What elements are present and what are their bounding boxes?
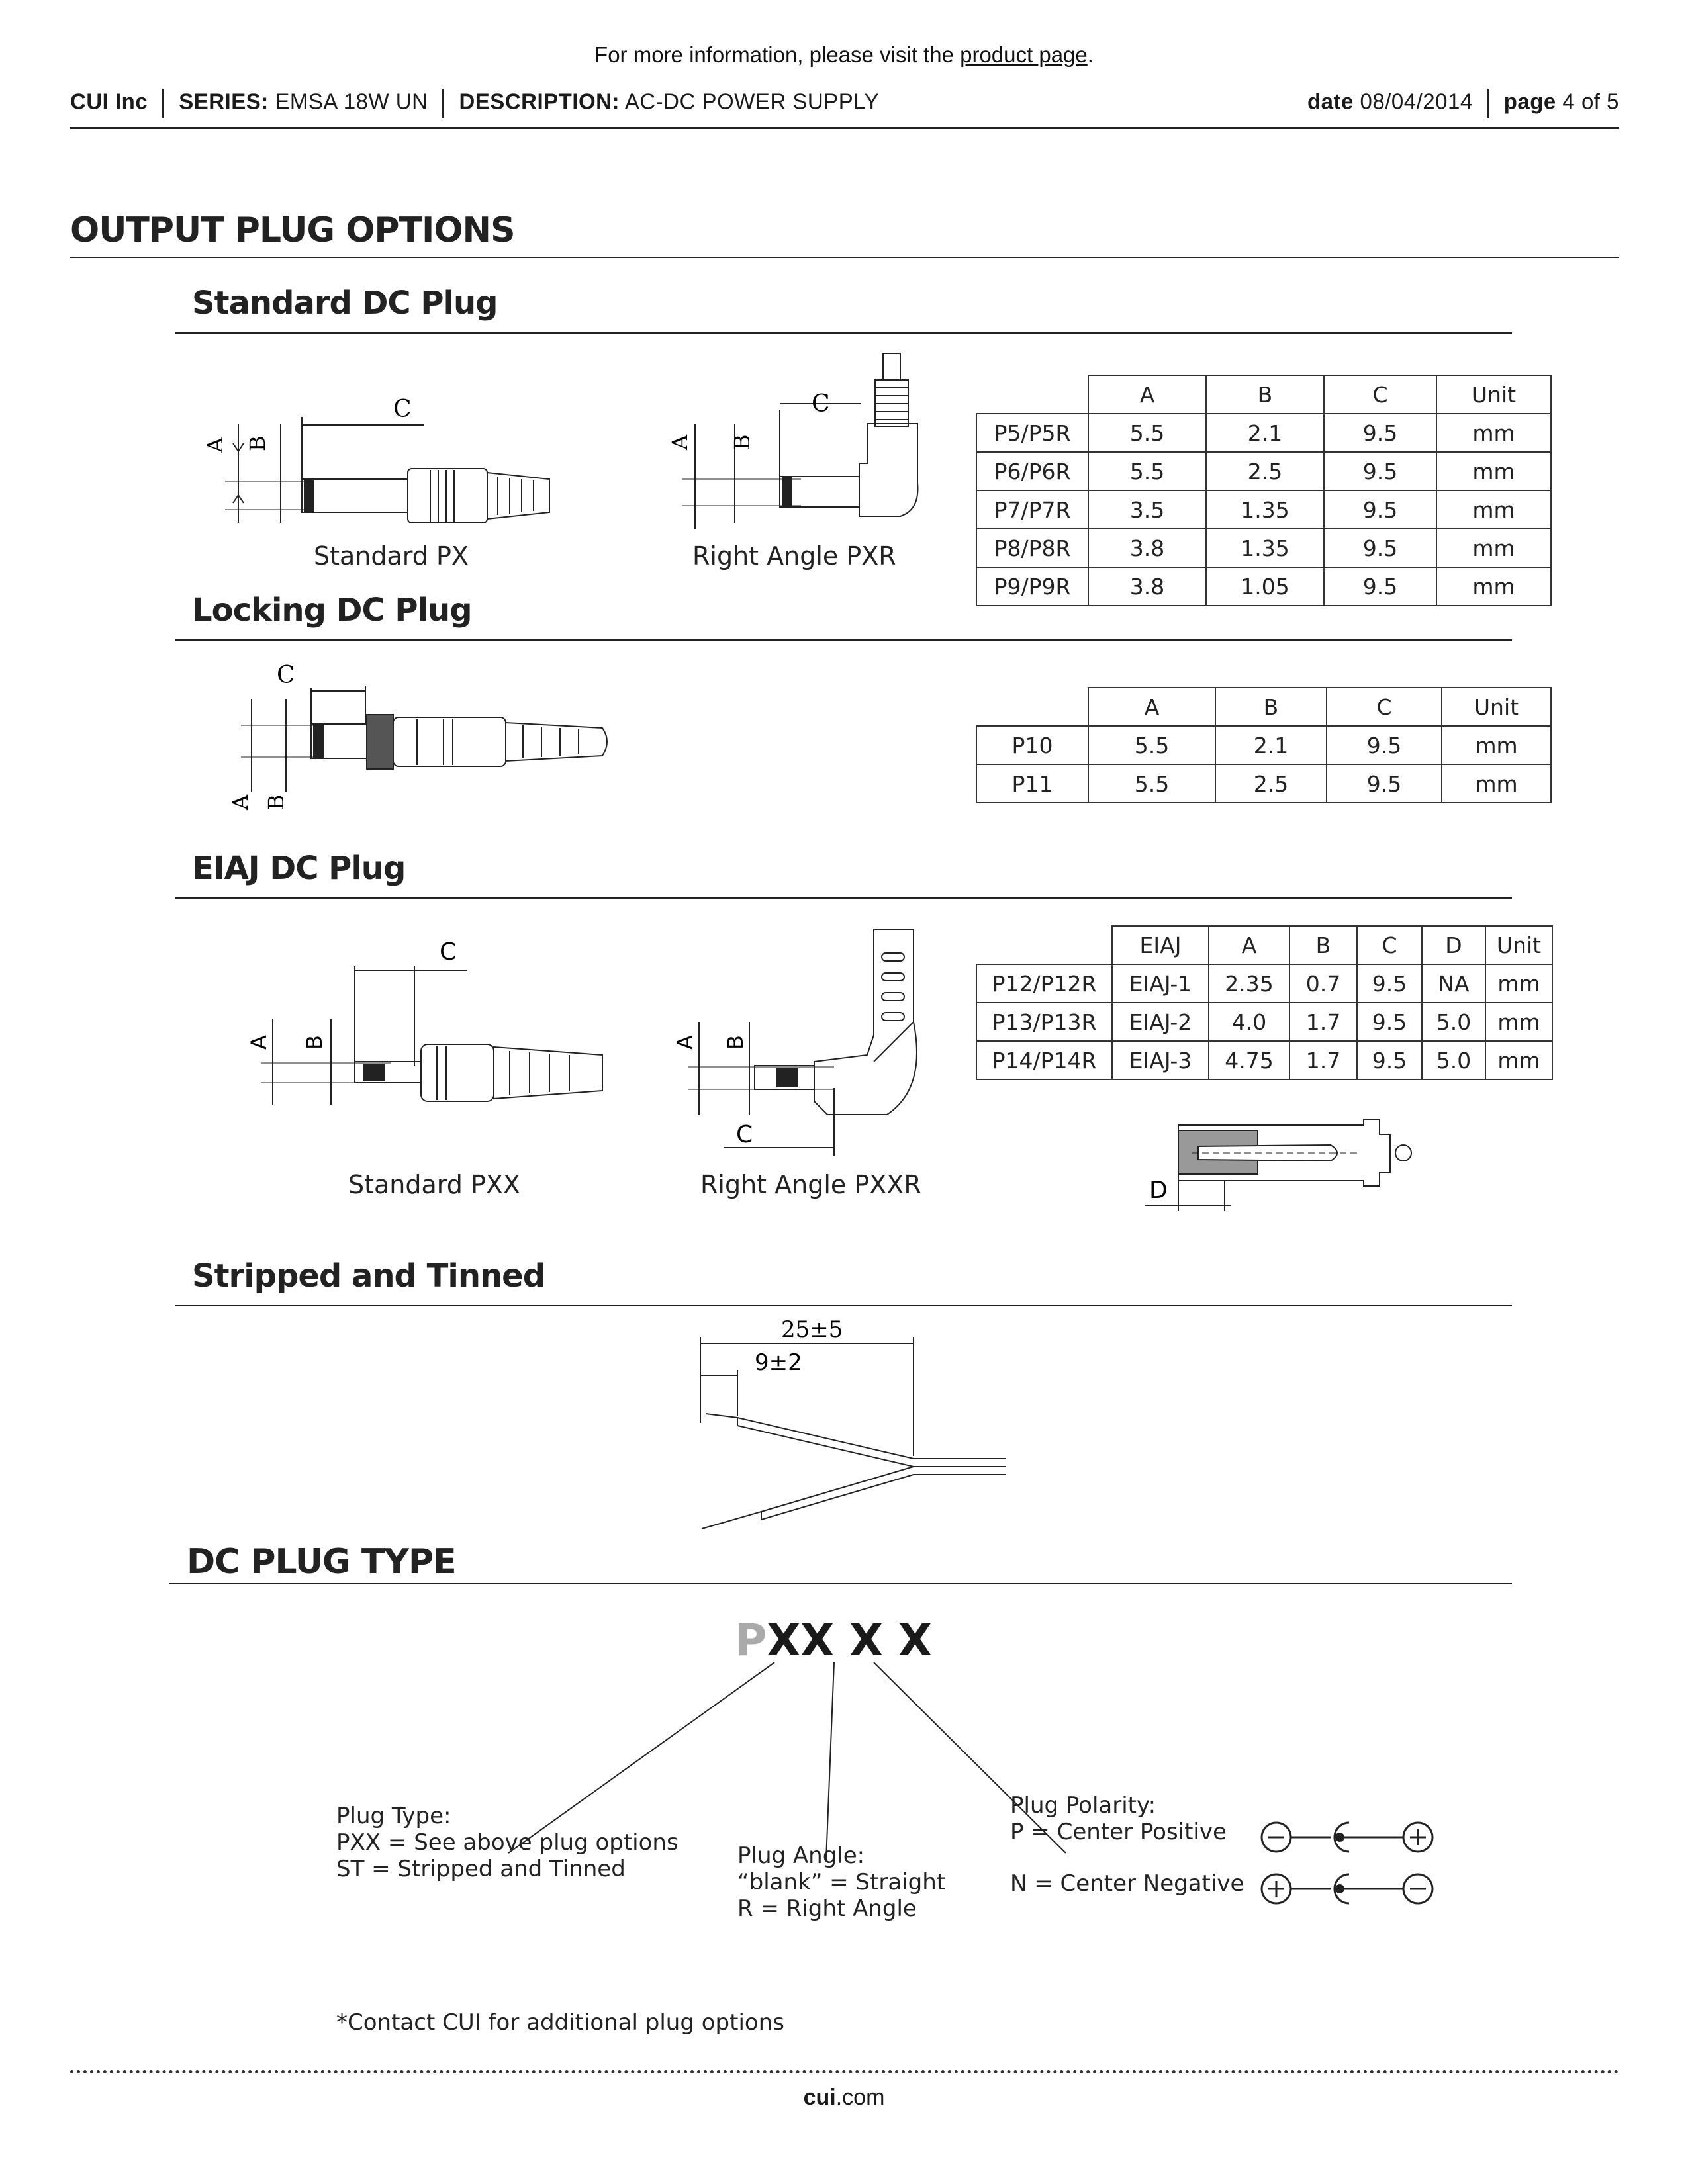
product-page-link[interactable]: product page — [960, 42, 1088, 67]
svg-text:A: A — [228, 794, 253, 810]
svg-text:D: D — [1149, 1177, 1168, 1204]
standard-px-caption: Standard PX — [314, 541, 469, 570]
section-title: OUTPUT PLUG OPTIONS — [70, 210, 515, 250]
svg-text:B: B — [723, 1035, 748, 1050]
additional-options-note: *Contact CUI for additional plug options — [336, 2009, 784, 2036]
stripped-tinned-title: Stripped and Tinned — [192, 1257, 545, 1295]
table-row: P13/P13R EIAJ-2 4.0 1.7 9.5 5.0 mm — [976, 1003, 1552, 1041]
date-value: 08/04/2014 — [1360, 89, 1473, 114]
header-rule — [70, 127, 1619, 129]
series-value: EMSA 18W UN — [275, 89, 428, 114]
strip-length-label: 25±5 — [781, 1316, 843, 1343]
plug-type-legend: Plug Type: PXX = See above plug options ST = Stripped and Tinned — [336, 1803, 679, 1882]
eiaj-plug-title: EIAJ DC Plug — [192, 850, 406, 887]
header-date-page: date 08/04/2014 page 4 of 5 — [1307, 89, 1619, 118]
table-row: P8/P8R 3.8 1.35 9.5 mm — [976, 529, 1551, 567]
svg-text:B: B — [263, 794, 289, 810]
dim-b-label: B — [245, 435, 270, 451]
standard-plug-rule — [175, 332, 1512, 334]
page-header: CUI Inc SERIES: EMSA 18W UN DESCRIPTION: AC-DC POWER SUPPLY date 08/04/2014 page 4 of 5 — [70, 89, 1619, 123]
description-value: AC-DC POWER SUPPLY — [624, 89, 880, 114]
plug-angle-legend: Plug Angle: “blank” = Straight R = Right Angle — [737, 1843, 946, 1922]
svg-text:B: B — [729, 434, 755, 450]
product-page-note: For more information, please visit the product page. — [594, 42, 1094, 67]
footer-divider — [70, 2070, 1619, 2073]
locking-plug-rule — [175, 639, 1512, 641]
dc-plug-type-rule — [169, 1583, 1512, 1584]
table-row: P12/P12R EIAJ-1 2.35 0.7 9.5 NA mm — [976, 964, 1552, 1003]
plug-code: PXX X X — [735, 1615, 932, 1666]
center-positive-polarity-icon — [1258, 1811, 1450, 1864]
page-number: 4 of 5 — [1562, 89, 1619, 114]
standard-pxx-caption: Standard PXX — [348, 1170, 520, 1199]
svg-text:C: C — [277, 662, 295, 689]
locking-plug-title: Locking DC Plug — [192, 592, 472, 629]
dc-plug-type-title: DC PLUG TYPE — [187, 1542, 456, 1582]
stripped-tinned-rule — [175, 1305, 1512, 1306]
locking-plug-table: A B C Unit P10 5.5 2.1 9.5 mm P11 5.5 2.5 9.5 mm — [976, 687, 1552, 803]
table-row: P9/P9R 3.8 1.05 9.5 mm — [976, 567, 1551, 606]
table-row: P7/P7R 3.5 1.35 9.5 mm — [976, 490, 1551, 529]
table-row: P5/P5R 5.5 2.1 9.5 mm — [976, 414, 1551, 452]
svg-text:A: A — [667, 434, 692, 450]
right-angle-pxxr-diagram — [675, 923, 940, 1167]
eiaj-cross-section-diagram — [1132, 1112, 1423, 1218]
table-row: P11 5.5 2.5 9.5 mm — [976, 764, 1551, 803]
svg-text:A: A — [246, 1035, 271, 1050]
dim-c-label: C — [393, 396, 412, 423]
dim-a-label: A — [203, 437, 228, 453]
standard-plug-title: Standard DC Plug — [192, 285, 498, 322]
footer: cui.com — [803, 2085, 885, 2110]
right-angle-pxr-caption: Right Angle PXR — [692, 541, 896, 570]
svg-text:C: C — [440, 938, 457, 966]
svg-text:A: A — [673, 1035, 698, 1050]
center-negative-polarity-icon — [1258, 1862, 1450, 1915]
standard-pxx-diagram — [245, 933, 616, 1118]
eiaj-plug-table: EIAJ A B C D Unit P12/P12R EIAJ-1 2.35 0.7 9.5 NA mm P13/P13R EIAJ-2 4.0 1.7 9.5 5.0 mm P14/P14R EIAJ-3 4.75 1.7 9.5 5.0 mm — [976, 925, 1553, 1080]
locking-plug-diagram — [225, 659, 622, 811]
standard-px-diagram — [199, 371, 569, 543]
svg-text:C: C — [736, 1121, 753, 1148]
company-name: CUI Inc — [70, 89, 148, 114]
plug-polarity-legend: Plug Polarity: P = Center Positive N = Center Negative — [1010, 1792, 1244, 1897]
svg-text:C: C — [812, 390, 830, 418]
table-row: P10 5.5 2.1 9.5 mm — [976, 726, 1551, 764]
stripped-wire-diagram — [688, 1317, 1019, 1535]
eiaj-plug-rule — [175, 897, 1512, 899]
section-rule — [70, 257, 1619, 258]
table-row: P6/P6R 5.5 2.5 9.5 mm — [976, 452, 1551, 490]
right-angle-pxxr-caption: Right Angle PXXR — [700, 1170, 921, 1199]
tin-length-label: 9±2 — [755, 1349, 802, 1376]
table-row: P14/P14R EIAJ-3 4.75 1.7 9.5 5.0 mm — [976, 1041, 1552, 1079]
right-angle-pxr-diagram — [669, 351, 960, 543]
svg-text:B: B — [302, 1035, 327, 1050]
standard-plug-table: A B C Unit P5/P5R 5.5 2.1 9.5 mm P6/P6R 5.5 2.5 9.5 mm P7/P7R 3.5 1.35 9.5 mm P8/P8R 3.8 1.35 9.5 mm P9/P9R 3.8 1.05 9.5 mm — [976, 375, 1552, 606]
